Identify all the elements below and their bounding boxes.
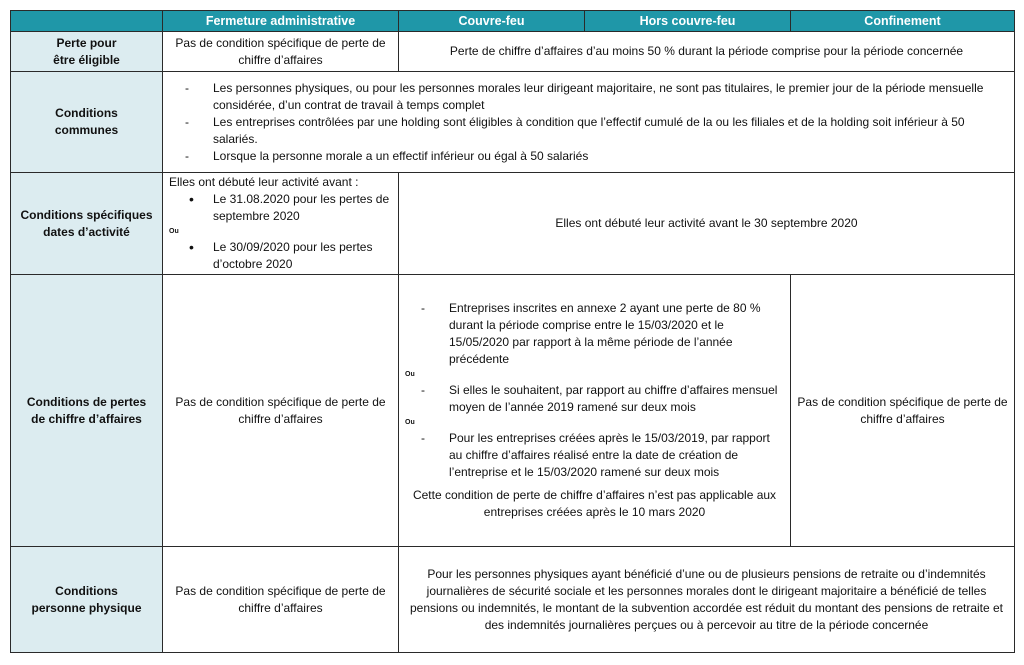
cell-merged-perte: Perte de chiffre d’affaires d’au moins 50 % durant la période comprise pour la période concernée [399, 32, 1015, 72]
list-item: - Pour les entreprises créées après le 15/03/2019, par rapport au chiffre d’affaires réalisé entre la date de création de l’entreprise et le 15/03/2020 ramené sur deux mois [421, 430, 784, 481]
row-label-line: communes [54, 123, 119, 137]
row-label-line: Conditions [55, 583, 118, 598]
row-label-perte-eligible [11, 32, 163, 72]
row-label-dates-activite [11, 173, 163, 275]
ou-separator: Ou [405, 419, 415, 426]
dates-list-1 [169, 191, 392, 225]
row-label-line: Conditions de pertes [26, 394, 147, 409]
header-couvre-feu: Couvre-feu [399, 11, 585, 32]
pertes-list-3 [405, 430, 784, 481]
ou-separator: Ou [169, 228, 179, 235]
row-label-line: Perte pour [56, 35, 117, 50]
cell-fermeture-dates [163, 173, 399, 275]
header-hors-couvre-feu: Hors couvre-feu [585, 11, 791, 32]
list-item: - Lorsque la personne morale a un effectif inférieur ou égal à 50 salariés [185, 148, 1008, 165]
cell-merged-dates: Elles ont débuté leur activité avant le 30 septembre 2020 [399, 173, 1015, 275]
list-item: - Entreprises inscrites en annexe 2 ayant une perte de 80 % durant la période comprise entre le 15/03/2020 et le 15/05/2020 par rapport à la même période de l’année précédente [421, 300, 784, 368]
list-item: - Les entreprises contrôlées par une holding sont éligibles à condition que l’effectif cumulé de la ou les filiales et de la holding soit inférieur à 50 salariés. [185, 114, 1008, 148]
cell-confinement-pertes-ca: Pas de condition spécifique de perte de chiffre d’affaires [791, 275, 1015, 547]
row-label-line: être éligible [53, 52, 120, 67]
header-corner [11, 11, 163, 32]
pertes-list-2 [405, 382, 784, 416]
cell-fermeture-pertes-ca: Pas de condition spécifique de perte de chiffre d’affaires [163, 275, 399, 547]
row-perte-eligible [11, 32, 1015, 72]
cell-merged-personne-physique: Pour les personnes physiques ayant bénéficié d’une ou de plusieurs pensions de retraite ou d’indemnités journalières de sécurité sociale et les personnes morales dont le dirigeant majoritaire a bénéficié de telles pensions ou indemnités, le montant de la subvention accordée est réduit du montant des pensions de retraite et des indemnités journalières perçues ou à percevoir au titre de la période concernée [399, 547, 1015, 653]
row-conditions-communes [11, 72, 1015, 173]
row-pertes-chiffre-affaires [11, 275, 1015, 547]
row-label-pertes-ca [11, 275, 163, 547]
row-label-line: Conditions [55, 106, 118, 120]
cell-couvre-feu-pertes-ca [399, 275, 791, 547]
conditions-table [10, 10, 1015, 653]
row-dates-activite [11, 173, 1015, 275]
header-confinement: Confinement [791, 11, 1015, 32]
row-label-conditions-communes [11, 72, 163, 173]
dates-list-2 [169, 239, 392, 273]
list-item: • Le 31.08.2020 pour les pertes de septembre 2020 [189, 191, 392, 225]
list-item: • Le 30/09/2020 pour les pertes d’octobre 2020 [189, 239, 392, 273]
ou-separator: Ou [405, 371, 415, 378]
row-label-personne-physique [11, 547, 163, 653]
conditions-list [163, 80, 1008, 165]
row-label-line: de chiffre d’affaires [31, 411, 142, 426]
cell-fermeture-personne-physique: Pas de condition spécifique de perte de chiffre d’affaires [163, 547, 399, 653]
row-label-line: Conditions spécifiques [20, 207, 153, 222]
row-personne-physique [11, 547, 1015, 653]
cell-conditions-communes [163, 72, 1015, 173]
list-item: - Si elles le souhaitent, par rapport au chiffre d’affaires mensuel moyen de l’année 2019 ramené sur deux mois [421, 382, 784, 416]
cell-fermeture-perte: Pas de condition spécifique de perte de chiffre d’affaires [163, 32, 399, 72]
header-fermeture-administrative: Fermeture administrative [163, 11, 399, 32]
header-row [11, 11, 1015, 32]
pertes-note: Cette condition de perte de chiffre d’affaires n’est pas applicable aux entreprises créées après le 10 mars 2020 [412, 488, 777, 519]
row-label-line: dates d’activité [43, 224, 130, 239]
dates-intro: Elles ont débuté leur activité avant : [169, 175, 359, 189]
pertes-list-1 [405, 300, 784, 368]
row-label-line: personne physique [31, 600, 142, 615]
list-item: - Les personnes physiques, ou pour les personnes morales leur dirigeant majoritaire, ne sont pas titulaires, le premier jour de la période mensuelle considérée, d’un contrat de travail à temps complet [185, 80, 1008, 114]
